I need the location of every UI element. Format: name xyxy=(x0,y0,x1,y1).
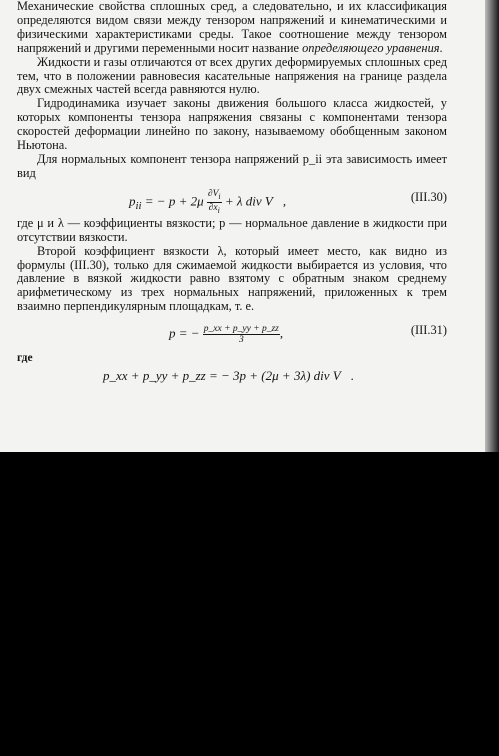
equation-number-iii-30: (III.30) xyxy=(410,189,447,204)
paragraph-1-text: Механические свойства сплошных сред, а следовательно, и их классификация определяются видом связи между тензором напряжений и кинематическими и физическими характеристиками среды. Такое соотношение между тензором напряжений и другими переменными носит название определяющего уравнения. xyxy=(17,0,447,55)
paragraph-normal-components xyxy=(17,153,447,181)
page-text xyxy=(17,0,447,396)
formula-iii-31 xyxy=(17,318,447,348)
formula-iii-31-body xyxy=(169,324,283,345)
frac-denominator: ∂x xyxy=(208,202,218,213)
paragraph-hydrodynamics: Гидродинамика изучает законы движения большого класса жидкостей, у которых компоненты тензора напряжения связаны с компонентами тензора скоростей деформации линейно по закону, называемому обобщенным законом Ньютона. xyxy=(17,96,447,153)
paragraph-4-text: Для нормальных компонент тензора напряжений p_ii эта зависимость имеет вид xyxy=(17,151,447,180)
fraction-dv-dx xyxy=(207,189,222,216)
paragraph-liquids-gases: Жидкости и газы отличаются от всех других деформируемых сплошных сред тем, что в положении равновесия касательные напряжения на границе раздела двух смежных частей всегда равняются нулю. xyxy=(17,54,447,97)
defining-equation-term: определяющего уравнения xyxy=(302,40,440,55)
formula-lhs-sub: ii xyxy=(135,199,142,212)
frac-denominator-sub: i xyxy=(217,205,220,215)
formula-31-tail: , xyxy=(279,325,284,341)
page-edge-shadow xyxy=(485,0,499,452)
formula-lhs: p xyxy=(129,193,136,209)
where-label: где xyxy=(17,352,33,365)
formula-sum-normal-stresses xyxy=(17,366,447,392)
formula-rhs-a: = − p + 2μ xyxy=(141,193,207,209)
formula-rhs-b: + λ div V⃗, xyxy=(221,193,287,209)
formula-iii-30-body xyxy=(129,189,286,216)
paragraph-second-viscosity: Второй коэффициент вязкости λ, который имеет место, как видно из формулы (III.30), только для сжимаемой жидкости выбирается из условия, что давление в вязкой жидкости равно взятому с обратным знаком среднему арифметическому из трех нормальных напряжений, приложенных к трем взаимно перпендикулярным площадкам, т. е. xyxy=(17,243,447,314)
fraction-mean-pressure xyxy=(203,324,280,345)
formula-31-lhs: p = − xyxy=(169,325,203,341)
equation-number-iii-31: (III.31) xyxy=(410,323,447,338)
formula-sum-body: p_xx + p_yy + p_zz = − 3p + (2μ + 3λ) div V⃗. xyxy=(103,368,355,384)
formula-iii-30 xyxy=(17,185,447,213)
frac-31-numerator: p_xx + p_yy + p_zz xyxy=(203,324,279,335)
frac-numerator-sub: i xyxy=(218,191,221,201)
paragraph-mechanical-properties xyxy=(17,0,447,56)
frac-31-denominator: 3 xyxy=(238,335,244,346)
frac-numerator: ∂V xyxy=(207,188,219,199)
paragraph-after-30: где μ и λ — коэффициенты вязкости; p — нормальное давление в жидкости при отсутствии вязкости. xyxy=(17,215,447,244)
